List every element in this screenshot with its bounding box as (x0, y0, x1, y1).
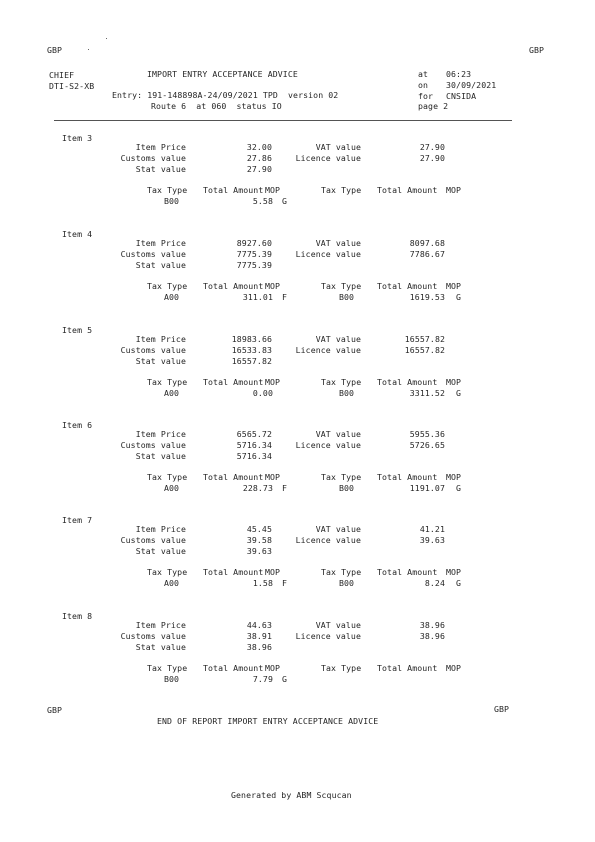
stat-value: 7775.39 (236, 260, 272, 270)
item-price-value: 44.63 (246, 620, 272, 630)
tax-amount: 1191.07 (409, 483, 445, 493)
item-label: Item 4 (62, 229, 93, 239)
licence-value-label: Licence value (295, 631, 361, 641)
tax-type: B00 (164, 196, 180, 206)
item-price-value: 45.45 (246, 524, 272, 534)
customs-value: 5716.34 (236, 440, 272, 450)
report-title: IMPORT ENTRY ACCEPTANCE ADVICE (147, 69, 298, 79)
mop-header: MOP (446, 377, 462, 387)
tax-amount: 8.24 (424, 578, 445, 588)
mop-header: MOP (446, 185, 462, 195)
tax-mop: G (282, 196, 288, 206)
item-price-label: Item Price (135, 620, 186, 630)
terminal-code: DTI-S2-XB (49, 81, 95, 91)
total-amount-header: Total Amount (377, 185, 438, 195)
tax-type-header: Tax Type (321, 567, 362, 577)
licence-value: 39.63 (419, 535, 445, 545)
licence-value: 27.90 (419, 153, 445, 163)
total-amount-header: Total Amount (203, 663, 264, 673)
item-price-label: Item Price (135, 142, 186, 152)
total-amount-header: Total Amount (377, 663, 438, 673)
licence-value: 7786.67 (409, 249, 445, 259)
total-amount-header: Total Amount (377, 567, 438, 577)
generated-by: Generated by ABM Scqucan (231, 790, 352, 800)
vat-value-label: VAT value (315, 524, 361, 534)
customs-value: 39.58 (246, 535, 272, 545)
customs-value: 27.86 (246, 153, 272, 163)
tax-amount: 1.58 (252, 578, 273, 588)
stat-value-label: Stat value (135, 642, 186, 652)
vat-value: 16557.82 (404, 334, 445, 344)
vat-value: 8097.68 (409, 238, 445, 248)
licence-value-label: Licence value (295, 153, 361, 163)
stat-value: 16557.82 (231, 356, 272, 366)
vat-value-label: VAT value (315, 620, 361, 630)
on-value: 30/09/2021 (446, 80, 497, 90)
mop-header: MOP (446, 663, 462, 673)
stat-value-label: Stat value (135, 260, 186, 270)
tax-amount: 3311.52 (409, 388, 445, 398)
footer-code-right: GBP (494, 704, 510, 714)
tax-type-header: Tax Type (147, 281, 188, 291)
mop-header: MOP (446, 567, 462, 577)
total-amount-header: Total Amount (203, 377, 264, 387)
tax-type: A00 (164, 292, 180, 302)
item-price-label: Item Price (135, 334, 186, 344)
customs-value-label: Customs value (120, 440, 186, 450)
header-rule (54, 120, 512, 121)
customs-value-label: Customs value (120, 153, 186, 163)
on-label: on (418, 80, 429, 90)
item-price-label: Item Price (135, 238, 186, 248)
licence-value-label: Licence value (295, 345, 361, 355)
customs-value: 38.91 (246, 631, 272, 641)
mop-header: MOP (265, 472, 281, 482)
item-label: Item 6 (62, 420, 93, 430)
tax-amount: 7.79 (252, 674, 273, 684)
at-value: 06:23 (446, 69, 472, 79)
mop-header: MOP (446, 472, 462, 482)
tax-type: B00 (164, 674, 180, 684)
tax-type: B00 (339, 578, 355, 588)
licence-value-label: Licence value (295, 440, 361, 450)
tax-type: A00 (164, 483, 180, 493)
tax-mop: F (282, 292, 288, 302)
tax-type-header: Tax Type (147, 567, 188, 577)
stat-value-label: Stat value (135, 356, 186, 366)
footer-code-left: GBP (47, 705, 63, 715)
tax-type-header: Tax Type (147, 377, 188, 387)
mop-header: MOP (265, 663, 281, 673)
tax-type-header: Tax Type (147, 185, 188, 195)
tax-type: A00 (164, 578, 180, 588)
mop-header: MOP (265, 377, 281, 387)
entry-line: Entry: 191-148898A-24/09/2021 TPD version 02 (112, 90, 339, 100)
item-price-value: 18983.66 (231, 334, 272, 344)
tax-amount: 0.00 (252, 388, 273, 398)
tax-type-header: Tax Type (321, 472, 362, 482)
tax-type-header: Tax Type (321, 377, 362, 387)
stat-value-label: Stat value (135, 451, 186, 461)
licence-value: 38.96 (419, 631, 445, 641)
item-label: Item 3 (62, 133, 93, 143)
stat-value-label: Stat value (135, 164, 186, 174)
item-price-value: 6565.72 (236, 429, 272, 439)
total-amount-header: Total Amount (377, 472, 438, 482)
total-amount-header: Total Amount (377, 281, 438, 291)
licence-value-label: Licence value (295, 249, 361, 259)
for-label: for (418, 91, 434, 101)
tax-type-header: Tax Type (321, 663, 362, 673)
tax-mop: G (456, 483, 462, 493)
tax-amount: 311.01 (242, 292, 273, 302)
stat-value-label: Stat value (135, 546, 186, 556)
total-amount-header: Total Amount (203, 281, 264, 291)
licence-value: 16557.82 (404, 345, 445, 355)
vat-value: 5955.36 (409, 429, 445, 439)
item-label: Item 5 (62, 325, 93, 335)
mop-header: MOP (446, 281, 462, 291)
item-label: Item 8 (62, 611, 93, 621)
vat-value: 41.21 (419, 524, 445, 534)
customs-value-label: Customs value (120, 631, 186, 641)
tax-type: B00 (339, 292, 355, 302)
stat-value: 38.96 (246, 642, 272, 652)
tax-mop: F (282, 578, 288, 588)
page-number: page 2 (418, 101, 449, 111)
tax-type-header: Tax Type (147, 663, 188, 673)
tax-amount: 5.58 (252, 196, 273, 206)
tax-type: B00 (339, 388, 355, 398)
customs-value: 16533.83 (231, 345, 272, 355)
customs-value-label: Customs value (120, 535, 186, 545)
total-amount-header: Total Amount (203, 472, 264, 482)
route-line: Route 6 at 060 status IO (151, 101, 282, 111)
licence-value: 5726.65 (409, 440, 445, 450)
item-price-label: Item Price (135, 524, 186, 534)
mop-header: MOP (265, 567, 281, 577)
stat-value: 5716.34 (236, 451, 272, 461)
for-value: CNSIDA (446, 91, 477, 101)
vat-value-label: VAT value (315, 238, 361, 248)
tax-type-header: Tax Type (321, 185, 362, 195)
vat-value: 38.96 (419, 620, 445, 630)
tax-type: A00 (164, 388, 180, 398)
at-label: at (418, 69, 429, 79)
vat-value-label: VAT value (315, 429, 361, 439)
customs-value-label: Customs value (120, 249, 186, 259)
total-amount-header: Total Amount (377, 377, 438, 387)
tax-amount: 1619.53 (409, 292, 445, 302)
item-label: Item 7 (62, 515, 93, 525)
vat-value: 27.90 (419, 142, 445, 152)
tax-mop: G (456, 578, 462, 588)
tax-type-header: Tax Type (147, 472, 188, 482)
stat-value: 39.63 (246, 546, 272, 556)
end-of-report: END OF REPORT IMPORT ENTRY ACCEPTANCE ADVICE (157, 716, 379, 726)
tax-mop: G (456, 292, 462, 302)
mop-header: MOP (265, 185, 281, 195)
system-code: CHIEF (49, 70, 75, 80)
customs-value: 7775.39 (236, 249, 272, 259)
vat-value-label: VAT value (315, 334, 361, 344)
corner-code-left: GBP (47, 45, 63, 55)
tax-mop: G (282, 674, 288, 684)
tax-amount: 228.73 (242, 483, 273, 493)
item-price-label: Item Price (135, 429, 186, 439)
total-amount-header: Total Amount (203, 567, 264, 577)
item-price-value: 32.00 (246, 142, 272, 152)
licence-value-label: Licence value (295, 535, 361, 545)
tax-type: B00 (339, 483, 355, 493)
corner-code-right: GBP (529, 45, 545, 55)
total-amount-header: Total Amount (203, 185, 264, 195)
tax-mop: F (282, 483, 288, 493)
tax-type-header: Tax Type (321, 281, 362, 291)
customs-value-label: Customs value (120, 345, 186, 355)
vat-value-label: VAT value (315, 142, 361, 152)
item-price-value: 8927.60 (236, 238, 272, 248)
tax-mop: G (456, 388, 462, 398)
stat-value: 27.90 (246, 164, 272, 174)
mop-header: MOP (265, 281, 281, 291)
